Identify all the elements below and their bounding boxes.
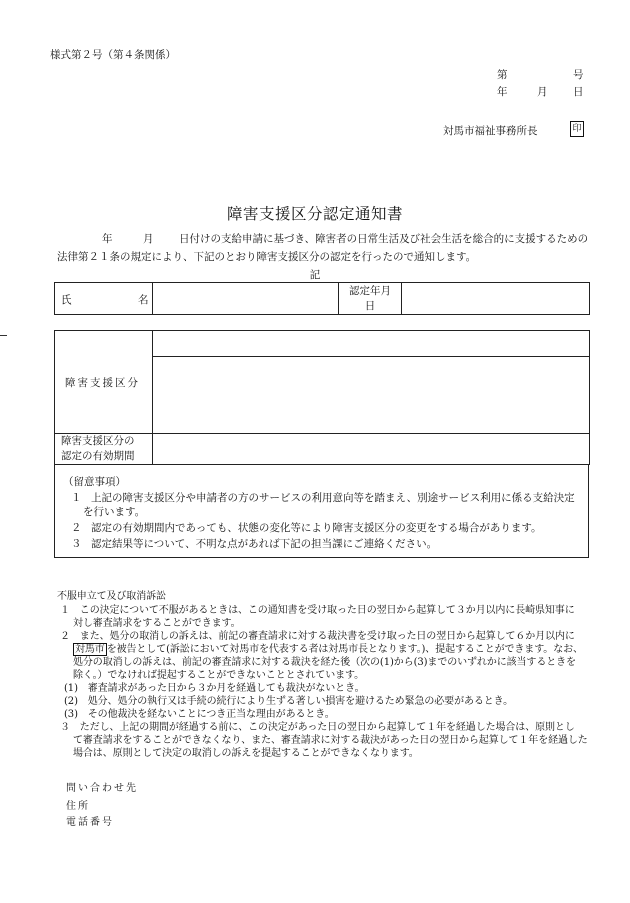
document-number-suffix: 号	[573, 69, 584, 81]
notes-item-1-line-1: 上記の障害支援区分や申請者の方のサービスの利用意向等を踏まえ、別途サービス利用に係る支給決定	[91, 492, 575, 504]
notes-item-2-number: ２	[71, 522, 82, 534]
intro-line-1-text: 日付けの支給申請に基づき、障害者の日常生活及び社会生活を総合的に支援するための	[179, 233, 589, 245]
contact-phone-label: 電話番号	[66, 817, 114, 828]
intro-month: 月	[143, 233, 154, 245]
appeal-p2-line-2-text: を被告として(訴訟において対馬市を代表する者は対馬市長となります。)、提起することができます。なお、	[106, 644, 583, 655]
certification-date-label	[339, 283, 402, 315]
issue-date-day: 日	[573, 86, 584, 98]
validity-period-label-line-1: 障害支援区分の	[61, 435, 135, 447]
appeal-sub-3: (3) その他裁決を経ないことにつき正当な理由があるとき。	[64, 709, 335, 720]
issue-date-year: 年	[497, 86, 508, 98]
appeal-p2-line-3: 処分の取消しの訴えは、前記の審査請求に対する裁決を経た後（次の(1)から(3)までのいずれかに該当するときを	[73, 657, 576, 668]
name-label	[55, 283, 153, 315]
appeal-p1-line-2: 対し審査請求をすることができます。	[73, 618, 241, 629]
appeal-heading: 不服申立て及び取消訴訟	[57, 591, 166, 602]
intro-line-2: 法律第２１条の規定により、下記のとおり障害支援区分の認定を行ったので通知します。	[57, 251, 477, 263]
seal-mark: 印	[570, 121, 584, 137]
intro-year: 年	[102, 233, 113, 245]
notes-item-1-number: １	[71, 492, 82, 504]
appeal-p2-line-1: ２ また、処分の取消しの訴えは、前記の審査請求に対する裁決書を受け取った日の翌日から起算して６か月以内に	[60, 631, 575, 642]
name-value-cell[interactable]	[153, 283, 339, 315]
support-category-label: 障害支援区分	[55, 331, 153, 434]
contact-heading: 問い合わせ先	[66, 783, 138, 794]
notes-item-2-text: 認定の有効期間内であっても、状態の変化等により障害支援区分の変更をする場合があります。	[91, 522, 542, 534]
name-date-table	[54, 282, 590, 315]
contact-address-label: 住所	[66, 801, 90, 812]
notes-item-3-text: 認定結果等について、不明な点があれば下記の担当課にご連絡ください。	[91, 538, 438, 550]
support-category-value-1[interactable]	[153, 331, 590, 357]
notes-heading: （留意事項）	[63, 476, 126, 488]
notes-item-3-number: ３	[71, 538, 82, 550]
margin-tick	[0, 335, 7, 336]
appeal-p3-line-3: 場合は、原則として決定の取消しの訴えを提起することができなくなります。	[73, 748, 419, 759]
notes-item-1-line-2: を行います。	[83, 506, 146, 518]
validity-period-value-cell[interactable]	[153, 434, 590, 465]
notes-box	[54, 464, 589, 558]
appeal-p1-line-1: １ この決定について不服があるときは、この通知書を受け取った日の翌日から起算して３か月以内に長崎県知事に	[60, 605, 575, 616]
defendant-boxed-text: 対馬市	[75, 644, 105, 655]
appeal-p3-line-2: て審査請求をすることができなくなり、また、審査請求に対する裁決があった日の翌日から起算して１年を経過した	[73, 735, 588, 746]
name-label-char-2: 名	[138, 294, 149, 306]
ki-heading: 記	[309, 269, 321, 281]
issuer-name: 対馬市福祉事務所長	[443, 125, 538, 137]
issue-date-month: 月	[537, 86, 548, 98]
document-number-prefix: 第	[497, 69, 508, 81]
validity-period-label	[55, 434, 153, 465]
validity-period-label-line-2: 認定の有効期間	[61, 450, 135, 462]
appeal-p2-line-4: 除く。）でなければ提起することができないこととされています。	[73, 670, 364, 681]
appeal-sub-1: (1) 審査請求があった日から３か月を経過しても裁決がないとき。	[64, 683, 365, 694]
appeal-sub-2: (2) 処分、処分の執行又は手続の続行により生ずる著しい損害を避けるため緊急の必要があるとき。	[64, 696, 514, 707]
certification-date-label-line-1: 認定年月	[349, 284, 391, 297]
certification-date-label-line-2: 日	[364, 299, 376, 312]
name-label-char-1: 氏	[61, 294, 72, 306]
form-number: 様式第２号（第４条関係）	[50, 49, 176, 61]
appeal-p3-line-1: ３ ただし、上記の期間が経過する前に、この決定があった日の翌日から起算して１年を経過した場合は、原則とし	[60, 722, 575, 733]
support-category-value-2[interactable]	[153, 357, 590, 434]
category-table	[54, 330, 590, 465]
certification-date-value-cell[interactable]	[402, 283, 590, 315]
document-title: 障害支援区分認定通知書	[226, 205, 403, 223]
